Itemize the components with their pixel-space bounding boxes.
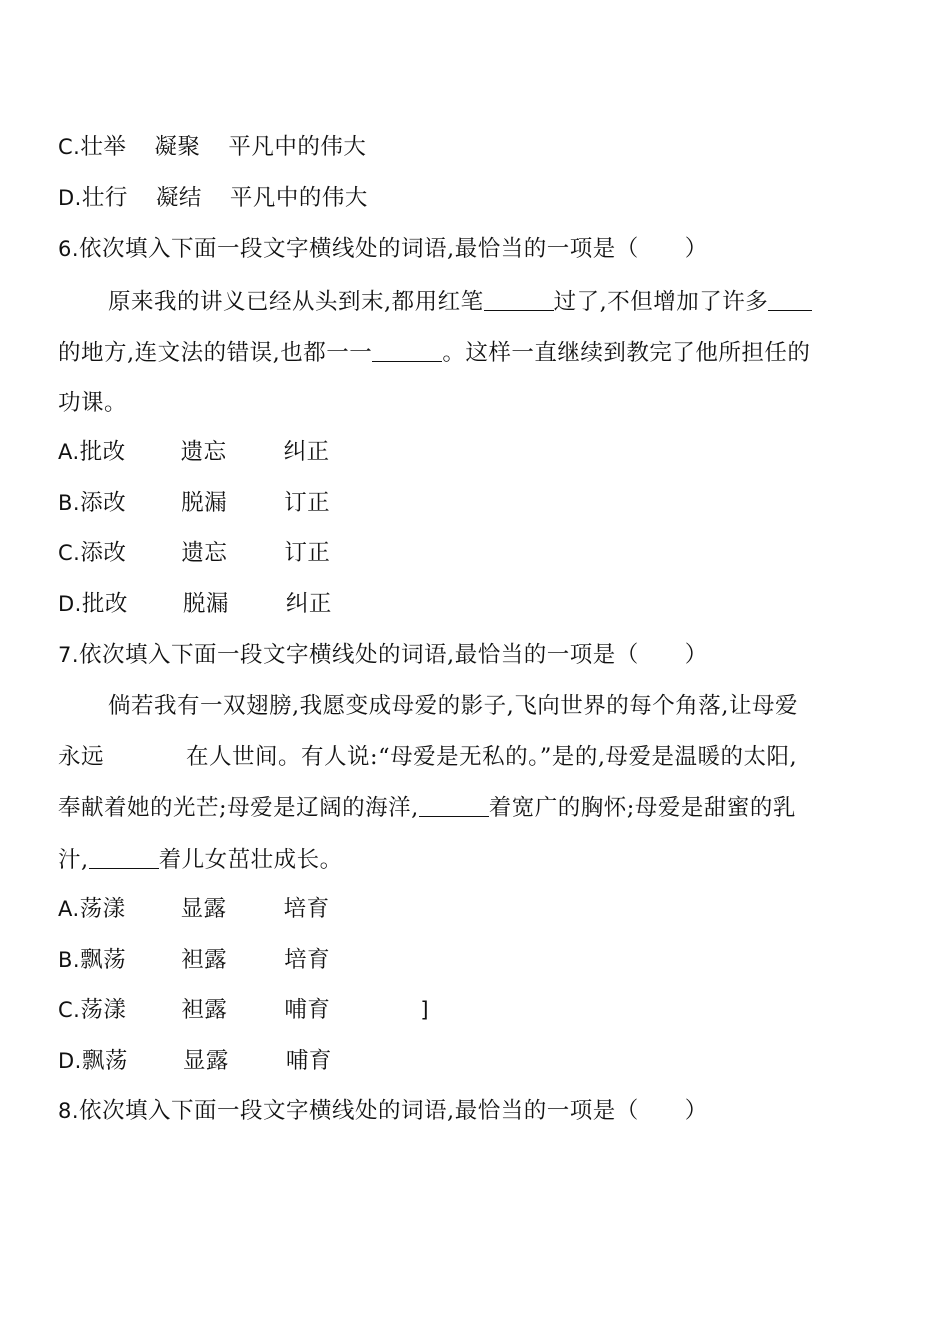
- passage-text: 。这样一直继续到教完了他所担任的: [442, 340, 811, 366]
- passage-text: 原来我的讲义已经从头到末,都用红笔: [108, 289, 484, 315]
- question-number: 7.: [58, 643, 80, 667]
- option-word-1: 飘荡: [80, 947, 127, 973]
- option-letter: D.: [58, 592, 82, 616]
- q6-stem: [58, 238, 708, 261]
- q6-option-a: [58, 441, 330, 464]
- option-letter: B.: [58, 948, 81, 972]
- q7-option-c: [58, 999, 429, 1022]
- q7-passage-line-2: [58, 746, 797, 769]
- option-word-2: 脱漏: [182, 591, 229, 617]
- passage-text: 在人世间。有人说:“母爱是无私的。”是的,母爱是温暖的太阳,: [186, 744, 798, 770]
- option-letter: C.: [58, 541, 81, 565]
- q6-option-d: [58, 593, 332, 616]
- option-letter: D.: [58, 1049, 82, 1073]
- question-number: 8.: [58, 1099, 80, 1123]
- fill-blank: [372, 341, 442, 362]
- passage-text: 奉献着她的光芒;母爱是辽阔的海洋,: [58, 795, 419, 821]
- option-word-2: 显露: [182, 1048, 229, 1074]
- q5-option-d: [58, 187, 368, 210]
- option-word-2: 凝聚: [154, 134, 201, 160]
- option-word-1: 添改: [80, 540, 127, 566]
- option-word-1: 壮行: [81, 185, 128, 211]
- question-text: 依次填入下面一段文字横线处的词语,最恰当的一项是（ ）: [79, 236, 708, 262]
- option-word-2: 袒露: [181, 997, 228, 1023]
- passage-text: 汁,: [58, 847, 89, 873]
- option-letter: D.: [58, 186, 82, 210]
- q7-passage-line-3: [58, 796, 796, 820]
- option-word-2: 显露: [180, 896, 227, 922]
- option-word-1: 批改: [79, 439, 126, 465]
- option-word-1: 荡漾: [80, 997, 127, 1023]
- passage-text: 着宽广的胸怀;母爱是甜蜜的乳: [488, 795, 796, 821]
- option-word-2: 袒露: [181, 947, 228, 973]
- q7-stem: [58, 644, 708, 667]
- option-word-1: 壮举: [80, 134, 127, 160]
- option-letter: C.: [58, 998, 81, 1022]
- passage-text: 功课。: [58, 390, 128, 416]
- option-word-2: 遗忘: [180, 439, 227, 465]
- option-word-3: 培育: [283, 896, 330, 922]
- option-letter: A.: [58, 440, 80, 464]
- option-word-3: 哺育: [285, 1048, 332, 1074]
- q6-option-b: [58, 492, 330, 515]
- option-word-2: 遗忘: [181, 540, 228, 566]
- option-word-2: 凝结: [155, 185, 202, 211]
- q7-option-b: [58, 949, 424, 972]
- q6-option-c: [58, 542, 330, 565]
- option-word-2: 脱漏: [181, 490, 228, 516]
- passage-text: 永远: [58, 744, 105, 770]
- q7-option-d: [58, 1050, 426, 1073]
- q7-passage-line-1: [108, 695, 798, 718]
- option-word-1: 飘荡: [81, 1048, 128, 1074]
- question-text: 依次填入下面一段文字横线处的词语,最恰当的一项是（ ）: [79, 1098, 708, 1124]
- passage-text: 着儿女茁壮成长。: [158, 847, 343, 873]
- q7-option-a: [58, 898, 424, 921]
- option-word-3: 平凡中的伟大: [228, 134, 367, 160]
- option-word-1: 荡漾: [79, 896, 126, 922]
- q8-stem: [58, 1100, 708, 1123]
- fill-blank: [768, 290, 812, 311]
- passage-text: 的地方,连文法的错误,也都一一: [58, 340, 373, 366]
- option-word-3: 培育: [284, 947, 331, 973]
- option-letter: B.: [58, 491, 81, 515]
- q5-option-c: [58, 136, 366, 159]
- option-word-3: 平凡中的伟大: [229, 185, 368, 211]
- passage-text: 过了,不但增加了许多: [553, 289, 769, 315]
- option-word-1: 添改: [80, 490, 127, 516]
- option-word-3: 订正: [284, 540, 331, 566]
- q6-passage-line-2: [58, 341, 810, 365]
- option-word-3: 纠正: [285, 591, 332, 617]
- fill-blank: [484, 290, 554, 311]
- option-word-1: 批改: [81, 591, 128, 617]
- option-word-3: 哺育: [284, 997, 331, 1023]
- option-word-3: 订正: [284, 490, 331, 516]
- question-text: 依次填入下面一段文字横线处的词语,最恰当的一项是（ ）: [79, 642, 708, 668]
- q7-passage-line-4: [58, 848, 343, 872]
- fill-blank: [89, 848, 159, 869]
- option-letter: C.: [58, 135, 81, 159]
- q6-passage-line-1: [108, 290, 812, 314]
- option-letter: A.: [58, 897, 80, 921]
- q6-passage-line-3: [58, 392, 127, 415]
- passage-text: 倘若我有一双翅膀,我愿变成母爱的影子,飞向世界的每个角落,让母爱: [108, 693, 798, 719]
- question-number: 6.: [58, 237, 80, 261]
- option-word-3: 纠正: [283, 439, 330, 465]
- stray-bracket-mark: ]: [420, 998, 430, 1022]
- fill-blank: [419, 796, 489, 817]
